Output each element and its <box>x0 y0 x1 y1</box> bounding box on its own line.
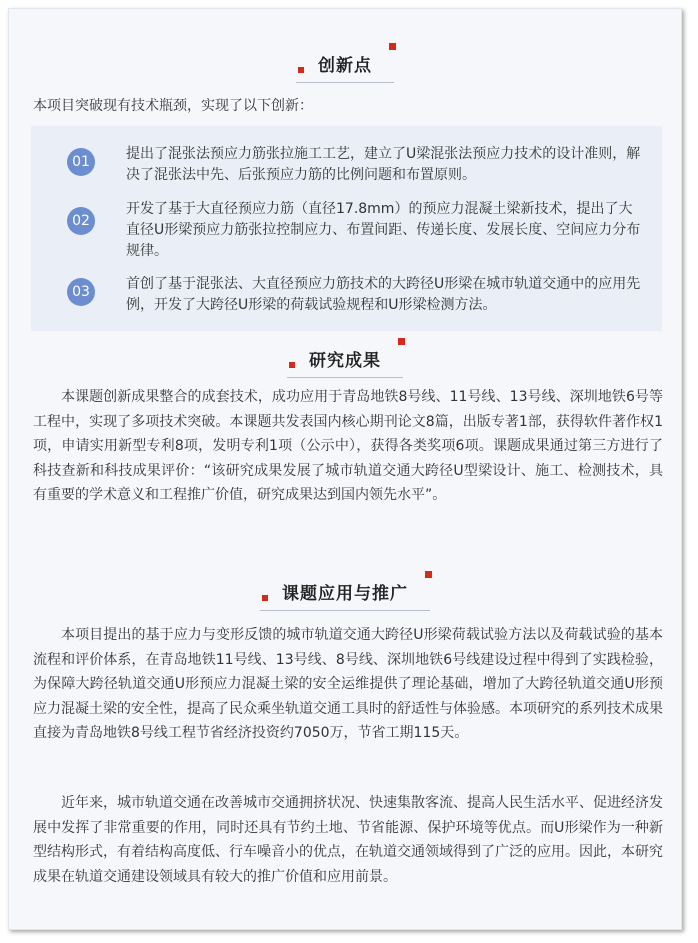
section-title-results <box>9 346 681 378</box>
red-square-right-icon <box>425 571 432 578</box>
innovation-item-text: 首创了基于混张法、大直径预应力筋技术的大跨径U形梁在城市轨道交通中的应用先例，开发了大跨径U形梁的荷载试验规程和U形梁检测方法。 <box>126 276 641 313</box>
number-badge: 03 <box>67 278 95 306</box>
innovation-list <box>31 126 662 331</box>
red-square-right-icon <box>398 338 405 345</box>
red-square-left-icon <box>262 595 268 601</box>
innovation-item-text: 提出了混张法预应力筋张拉施工工艺，建立了U梁混张法预应力技术的设计准则，解决了混张法中先、后张预应力筋的比例问题和布置原则。 <box>126 146 641 183</box>
document-page <box>8 8 682 930</box>
red-square-left-icon <box>289 362 295 368</box>
number-badge: 01 <box>67 148 95 176</box>
application-paragraph-1: 本项目提出的基于应力与变形反馈的城市轨道交通大跨径U形梁荷载试验方法以及荷载试验的基本流程和评价体系，在青岛地铁11号线、13号线、8号线、深圳地铁6号线建设过程中得到了实践检验，为保障大跨径轨道交通U形预应力混凝土梁的安全运维提供了理论基础，增加了大跨径轨道交通U形预应力混凝土梁的安全性，提高了民众乘坐轨道交通工具时的舒适性与体验感。本项研究的系列技术成果直接为青岛地铁8号线工程节省经济投资约7050万，节省工期115天。 <box>33 627 663 741</box>
section-title-innovation <box>9 51 681 83</box>
number-badge: 02 <box>67 207 95 235</box>
application-title: 课题应用与推广 <box>282 584 408 604</box>
application-paragraph-2: 近年来，城市轨道交通在改善城市交通拥挤状况、快速集散客流、提高人民生活水平、促进经济发展中发挥了非常重要的作用，同时还具有节约土地、节省能源、保护环境等优点。而U形梁作为一种新型结构形式，有着结构高度低、行车噪音小的优点，在轨道交通领域得到了广泛的应用。因此，本研究成果在轨道交通建设领域具有较大的推广价值和应用前景。 <box>33 795 663 885</box>
results-title: 研究成果 <box>309 351 381 371</box>
innovation-item-text: 开发了基于大直径预应力筋（直径17.8mm）的预应力混凝土梁新技术，提出了大直径U形梁预应力筋张拉控制应力、布置间距、传递长度、发展长度、空间应力分布规律。 <box>126 201 641 259</box>
section-title-application <box>9 579 681 611</box>
results-paragraph: 本课题创新成果整合的成套技术，成功应用于青岛地铁8号线、11号线、13号线、深圳地铁6号等工程中，实现了多项技术突破。本课题共发表国内核心期刊论文8篇，出版专著1部，获得软件著作权1项，申请实用新型专利8项，发明专利1项（公示中），获得各类奖项6项。课题成果通过第三方进行了科技查新和科技成果评价：“该研究成果发展了城市轨道交通大跨径U型梁设计、施工、检测技术，具有重要的学术意义和工程推广价值，研究成果达到国内领先水平”。 <box>33 389 663 503</box>
red-square-left-icon <box>298 67 304 73</box>
red-square-right-icon <box>389 43 396 50</box>
innovation-title: 创新点 <box>318 56 372 76</box>
innovation-intro: 本项目突破现有技术瓶颈，实现了以下创新： <box>33 98 313 114</box>
